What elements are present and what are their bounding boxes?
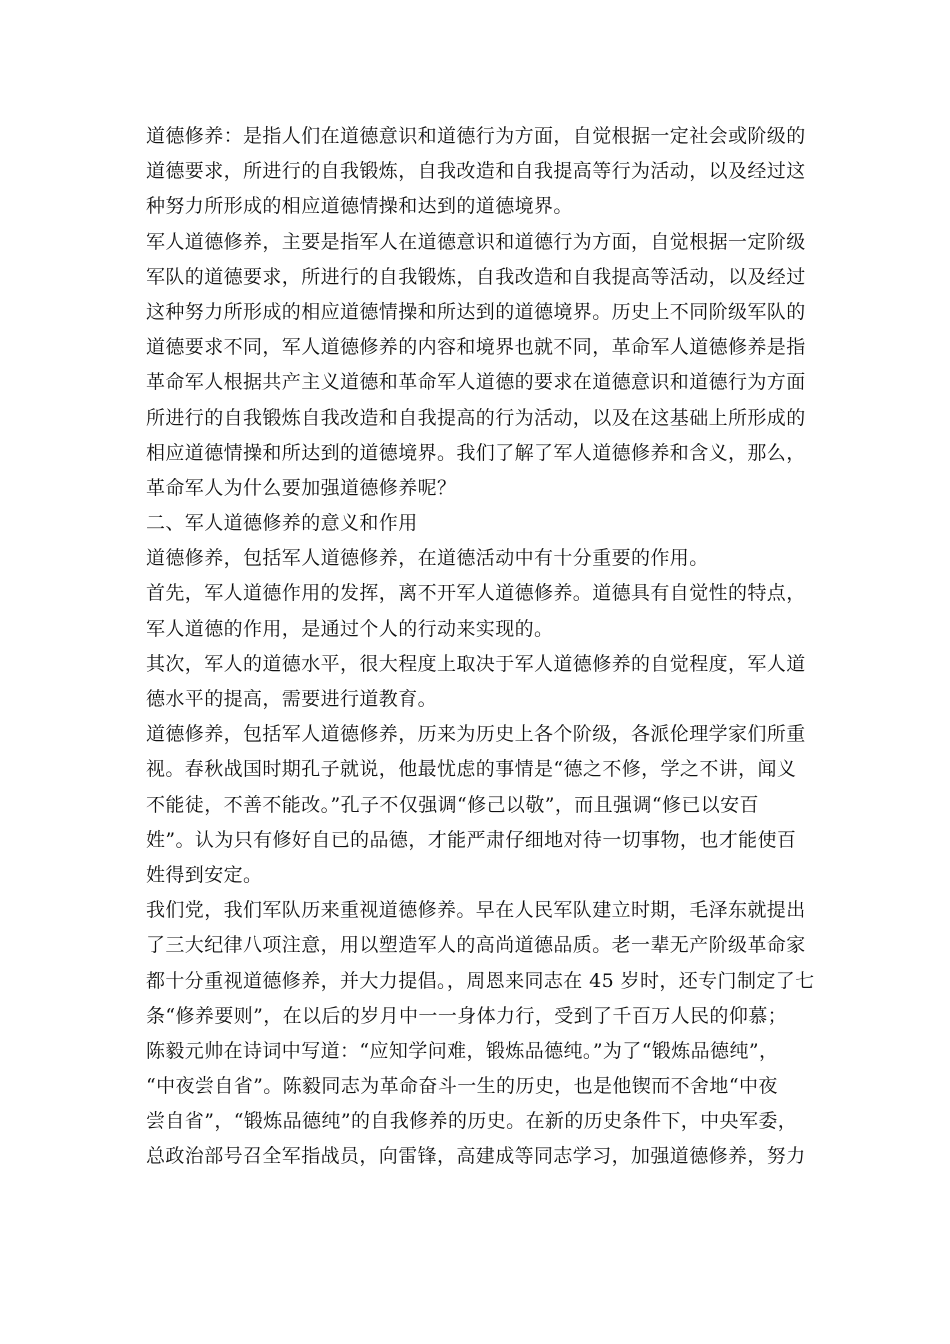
text-line: 德水平的提高，需要进行道教育。 xyxy=(146,688,438,710)
text-line: 军队的道德要求，所进行的自我锻炼，自我改造和自我提高等活动，以及经过 xyxy=(146,265,806,288)
text-line: 革命军人根据共产主义道德和革命军人道德的要求在道德意识和道德行为方面 xyxy=(146,371,806,394)
text-line: 条“修养要则”，在以后的岁月中一一身体力行，受到了千百万人民的仰慕； xyxy=(146,1004,788,1027)
text-line: 我们党，我们军队历来重视道德修养。早在人民军队建立时期，毛泽东就提出 xyxy=(146,899,806,922)
text-line: 革命军人为什么要加强道德修养呢？ xyxy=(146,476,457,499)
document-body xyxy=(146,119,814,1175)
text-line: 这种努力所形成的相应道德情操和所达到的道德境界。历史上不同阶级军队的 xyxy=(146,300,806,323)
text-line: 视。春秋战国时期孔子就说，他最忧虑的事情是“德之不修，学之不讲，闻义 xyxy=(146,758,797,781)
text-line: 首先，军人道德作用的发挥，离不开军人道德修养。道德具有自觉性的特点， xyxy=(146,582,806,605)
text-line: 尝自省”，“锻炼品德纯”的自我修养的历史。在新的历史条件下，中央军委， xyxy=(146,1110,798,1133)
text-line: 道德要求，所进行的自我锻炼，自我改造和自我提高等行为活动，以及经过这 xyxy=(146,160,806,183)
text-line: 军人道德修养，主要是指军人在道德意识和道德行为方面，自觉根据一定阶级 xyxy=(146,230,806,253)
text-line: “中夜尝自省”。陈毅同志为革命奋斗一生的历史，也是他锲而不舍地“中夜 xyxy=(146,1075,778,1098)
text-line: 姓”。认为只有修好自已的品德，才能严肃仔细地对待一切事物，也才能使百 xyxy=(146,828,797,851)
text-line: 种努力所形成的相应道德情操和达到的道德境界。 xyxy=(146,195,573,218)
text-line: 道德修养，包括军人道德修养，在道德活动中有十分重要的作用。 xyxy=(146,547,709,570)
text-line: 所进行的自我锻炼自我改造和自我提高的行为活动，以及在这基础上所形成的 xyxy=(146,406,806,429)
text-line: 总政治部号召全军指战员，向雷锋，高建成等同志学习，加强道德修养，努力 xyxy=(146,1145,806,1168)
text-line: 陈毅元帅在诗词中写道：“应知学问难，锻炼品德纯。”为了“锻炼品德纯”， xyxy=(146,1039,779,1062)
section-heading: 二、军人道德修养的意义和作用 xyxy=(146,512,418,535)
text-line: 道德要求不同，军人道德修养的内容和境界也就不同，革命军人道德修养是指 xyxy=(146,336,806,359)
text-line: 军人道德的作用，是通过个人的行动来实现的。 xyxy=(146,617,554,640)
text-line: 相应道德情操和所达到的道德境界。我们了解了军人道德修养和含义，那么， xyxy=(146,441,806,464)
text-line: 姓得到安定。 xyxy=(146,863,263,886)
text-line: 道德修养：是指人们在道德意识和道德行为方面，自觉根据一定社会或阶级的 xyxy=(146,125,806,147)
text-line: 都十分重视道德修养，并大力提倡。，周恩来同志在 45 岁时，还专门制定了七 xyxy=(146,969,815,992)
text-line: 了三大纪律八项注意，用以塑造军人的高尚道德品质。老一辈无产阶级革命家 xyxy=(146,934,806,957)
text-line: 不能徒，不善不能改。”孔子不仅强调“修己以敬”，而且强调“修已以安百 xyxy=(146,793,759,816)
text-line: 其次，军人的道德水平，很大程度上取决于军人道德修养的自觉程度，军人道 xyxy=(146,652,806,675)
text-line: 道德修养，包括军人道德修养，历来为历史上各个阶级，各派伦理学家们所重 xyxy=(146,723,806,746)
